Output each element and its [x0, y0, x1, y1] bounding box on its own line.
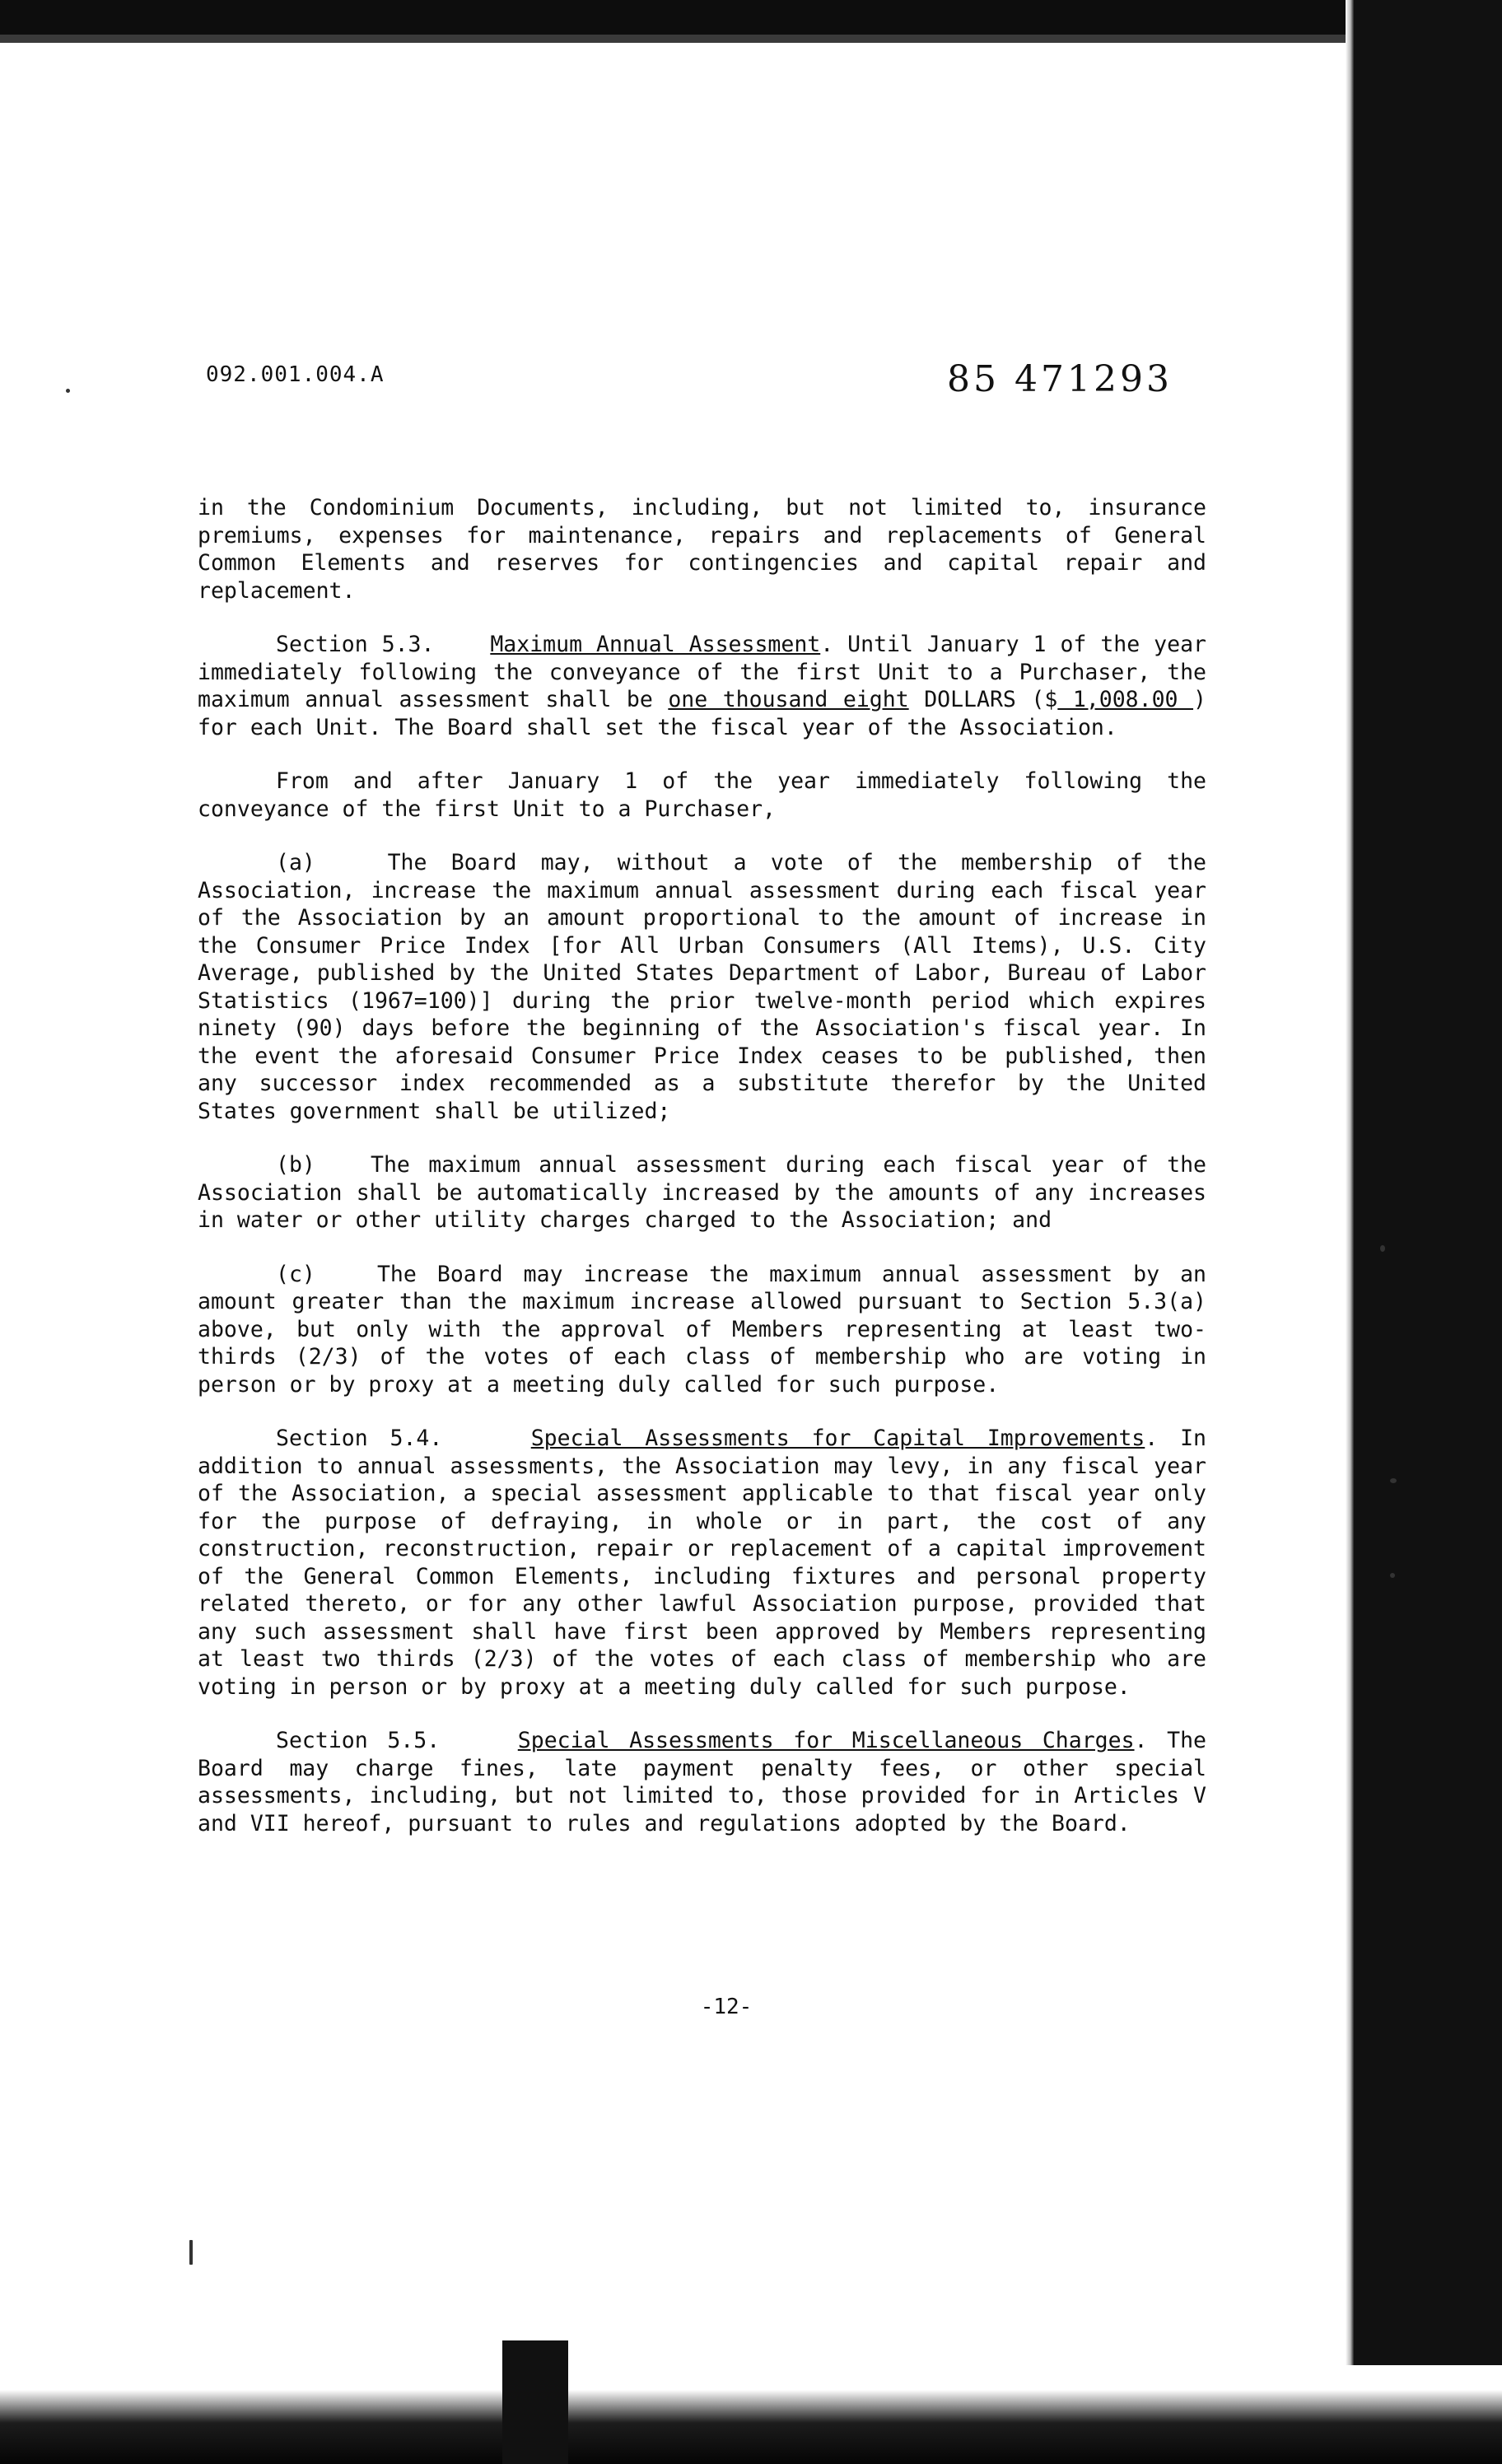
- scan-edge-shadow: [1346, 0, 1354, 2464]
- section-5-3-heading: Maximum Annual Assessment: [490, 632, 821, 657]
- section-5-3-text-after: ) for each Unit. The Board shall set the fiscal year of the Association.: [198, 687, 1207, 740]
- item-b-label: (b): [276, 1152, 315, 1178]
- document-code: 092.001.004.A: [206, 362, 385, 387]
- scan-artifact-mark: [502, 2340, 568, 2464]
- scan-border-bottom: [0, 2365, 1502, 2464]
- section-5-4: [198, 1425, 1206, 1701]
- from-after-paragraph: [198, 768, 1206, 823]
- section-5-3-text-before: . Until January 1 of the year immediately following the conveyance of the first Unit to a Purchaser, the maximum annual assessment shall be: [198, 632, 1206, 712]
- section-5-4-label: Section 5.4.: [276, 1426, 443, 1451]
- document-body: [198, 494, 1206, 1864]
- section-5-3: [198, 631, 1206, 741]
- item-c-text: The Board may increase the maximum annual assessment by an amount greater than the maximum increase allowed pursuant to Section 5.3(a) above, but only with the approval of Members representing at least two-thirds (2/3) of the votes of each class of membership who are voting in person or by proxy at a meeting duly called for such purpose.: [198, 1261, 1206, 1398]
- page-number: -12-: [700, 1995, 753, 2019]
- scan-speck: [66, 389, 70, 393]
- scan-speck: [189, 2240, 193, 2265]
- item-a: [198, 849, 1206, 1125]
- item-b: [198, 1151, 1206, 1234]
- section-5-5: [198, 1727, 1206, 1837]
- section-5-4-heading: Special Assessments for Capital Improvements: [530, 1426, 1145, 1451]
- item-c-label: (c): [276, 1261, 315, 1287]
- section-5-5-label: Section 5.5.: [276, 1728, 441, 1753]
- item-a-label: (a): [276, 850, 315, 875]
- intro-text: in the Condominium Documents, including, but not limited to, insurance premiums, expenses for maintenance, repairs and replacements of General Common Elements and reserves for contingencies and capital repair and replacement.: [198, 495, 1206, 604]
- section-5-5-text: . The Board may charge fines, late payment penalty fees, or other special assessments, including, but not limited to, those provided for in Articles V and VII hereof, pursuant to rules and regulations adopted by the Board.: [198, 1728, 1207, 1836]
- from-after-text: From and after January 1 of the year immediately following the conveyance of the first Unit to a Purchaser,: [198, 768, 1206, 822]
- intro-paragraph: [198, 494, 1206, 604]
- section-5-4-text: . In addition to annual assessments, the Association may levy, in any fiscal year of the Association, a special assessment applicable to that fiscal year only for the purpose of defraying, in whole or in part, the cost of any construction, reconstruction, repair or replacement of a capital improvement of the General Common Elements, including fixtures and personal property related thereto, or for any other lawful Association purpose, provided that any such assessment shall have first been approved by Members representing at least two thirds (2/3) of the votes of each class of membership who are voting in person or by proxy at a meeting duly called for such purpose.: [198, 1426, 1206, 1700]
- amount-number: 1,008.00: [1057, 687, 1194, 712]
- section-5-3-text-mid: DOLLARS ($: [908, 687, 1058, 712]
- section-5-5-heading: Special Assessments for Miscellaneous Charges: [517, 1728, 1135, 1753]
- item-a-text: The Board may, without a vote of the membership of the Association, increase the maximum annual assessment during each fiscal year of the Association by an amount proportional to the amount of increase in the Consumer Price Index [for All Urban Consumers (All Items), U.S. City Average, published by the United States Department of Labor, Bureau of Labor Statistics (1967=100)] during the prior twelve-month period which expires ninety (90) days before the beginning of the Association's fiscal year. In the event the aforesaid Consumer Price Index ceases to be published, then any successor index recommended as a substitute therefor by the United States government shall be utilized;: [198, 850, 1206, 1124]
- item-c: [198, 1261, 1206, 1399]
- scan-speck: [1390, 1573, 1395, 1578]
- record-number: 85 471293: [947, 358, 1173, 400]
- scan-speck: [1380, 1245, 1385, 1252]
- item-b-text: The maximum annual assessment during each fiscal year of the Association shall be automatically increased by the amounts of any increases in water or other utility charges charged to the Association; and: [198, 1152, 1206, 1233]
- amount-words: one thousand eight: [668, 687, 909, 712]
- scan-border-right: [1354, 0, 1502, 2464]
- scan-border-top: [0, 0, 1502, 58]
- section-5-3-label: Section 5.3.: [276, 632, 435, 657]
- scan-speck: [1390, 1478, 1397, 1483]
